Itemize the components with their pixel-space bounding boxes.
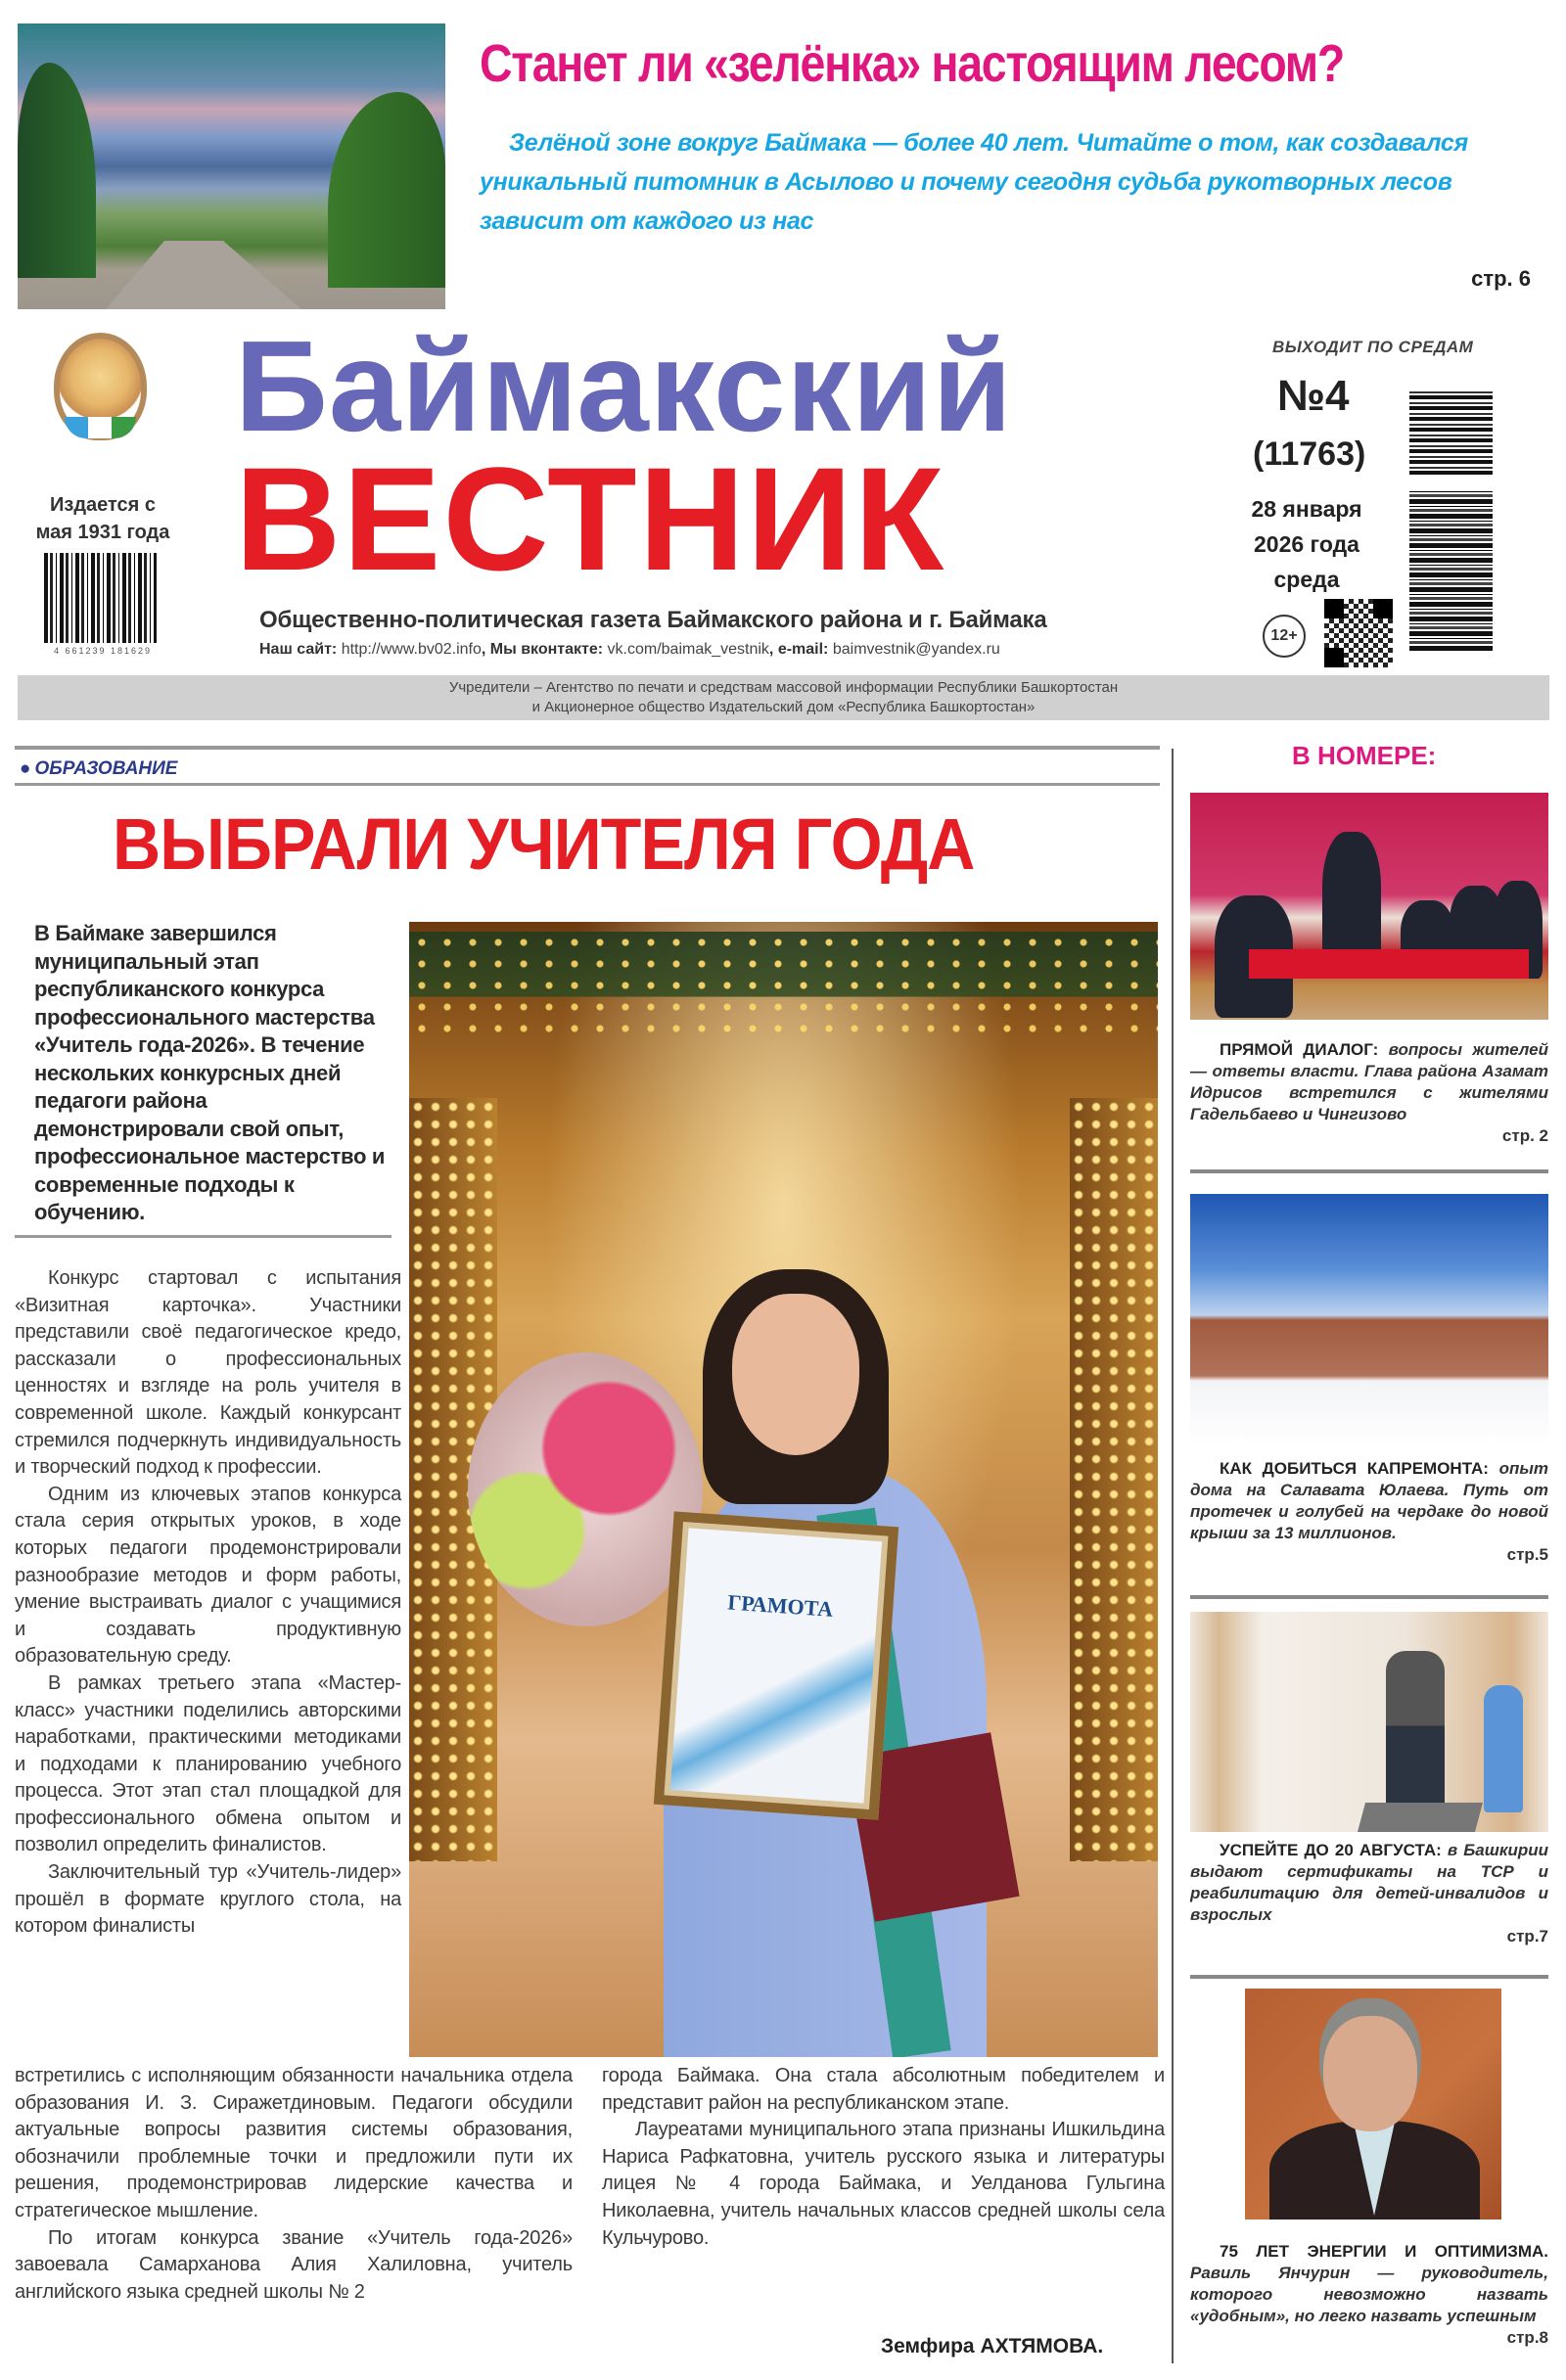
issue-date: [1243, 491, 1370, 597]
article-paragraph: Заключительный тур «Учитель-лидер» прошёл в формате круглого стола, на котором финалисты: [15, 1861, 401, 1938]
age-rating-badge: 12+: [1263, 615, 1306, 658]
masthead-title-line1: Баймакский: [235, 314, 1013, 458]
article-paragraph: города Баймака. Она стала абсолютным победителем и представит район на республиканском этапе.: [602, 2065, 1165, 2114]
email-label: e-mail:: [777, 641, 829, 658]
article-paragraph: Конкурс стартовал с испытания «Визитная карточка». Участники представили своё педагогическое кредо, рассказали о профессиональных ценностях и взгляде на роль учителя в современной школе. Каждый конкурсант стремился подчеркнуть индивидуальность и творческий подход к профессии.: [15, 1267, 401, 1479]
founders-line2: и Акционерное общество Издательский дом «Республика Башкортостан»: [531, 699, 1036, 715]
article-column-2: [15, 2063, 573, 2306]
issue-weekday: среда: [1273, 567, 1340, 592]
sidebar-text: в Башкирии выдают сертификаты на ТСР и реабилитацию для детей-инвалидов и взрослых: [1190, 1841, 1548, 1924]
article-headline[interactable]: ВЫБРАЛИ УЧИТЕЛЯ ГОДА: [113, 803, 975, 885]
divider: [1190, 1169, 1548, 1173]
diploma-frame: [654, 1511, 898, 1819]
sidebar-kicker: УСПЕЙТЕ ДО 20 АВГУСТА:: [1220, 1841, 1442, 1859]
masthead-title-line2: ВЕСТНИК: [235, 436, 946, 601]
article-rubric[interactable]: ● ОБРАЗОВАНИЕ: [20, 758, 177, 780]
bouquet-shape: [468, 1352, 703, 1626]
head-shape: [1323, 2016, 1417, 2131]
qr-code-icon[interactable]: [1324, 599, 1393, 667]
bashkortostan-emblem-icon: [54, 333, 147, 440]
road-shape: [106, 241, 301, 309]
email-link[interactable]: baimvestnik@yandex.ru: [832, 641, 1000, 658]
article-photo-teacher-of-year[interactable]: [409, 922, 1158, 2057]
person-shape: [1322, 832, 1381, 969]
sidebar-kicker: ПРЯМОЙ ДИАЛОГ:: [1220, 1040, 1379, 1059]
sidebar-text: Равиль Янчурин — руководитель, которого невозможно назвать «удобным», но легко назвать успешным: [1190, 2264, 1548, 2325]
sidebar-item-1[interactable]: [1190, 1039, 1548, 1147]
sidebar-text: вопросы жителей — ответы власти. Глава района Азамат Идрисов встретился с жителями Гадельбаево и Чингизово: [1190, 1040, 1548, 1123]
article-column-1: [15, 1265, 401, 1941]
sidebar-photo-apartment-building[interactable]: [1190, 1194, 1548, 1446]
vk-link[interactable]: vk.com/baimak_vestnik: [607, 641, 769, 658]
lights-shape: [1070, 1098, 1158, 1861]
masthead-subtitle: Общественно-политическая газета Баймакского района и г. Баймака: [259, 607, 1047, 633]
sidebar-page-ref[interactable]: стр.5: [1506, 1545, 1548, 1564]
issue-total-number: (11763): [1253, 435, 1366, 473]
sidebar-page-ref[interactable]: стр. 2: [1501, 1126, 1548, 1145]
in-issue-title: В НОМЕРЕ:: [1292, 741, 1437, 770]
founders-line1: Учредители – Агентство по печати и средствам массовой информации Республики Башкортостан: [448, 679, 1119, 696]
sidebar-photo-meeting[interactable]: [1190, 793, 1548, 1020]
issn-barcode-icon: [1409, 391, 1493, 475]
vk-label: Мы вконтакте:: [489, 641, 604, 658]
divider: [15, 1235, 392, 1238]
sidebar-page-ref[interactable]: стр.8: [1506, 2328, 1548, 2347]
tree-shape: [18, 63, 96, 278]
teaser-title[interactable]: Станет ли «зелёнка» настоящим лесом?: [480, 34, 1344, 93]
article-paragraph: По итогам конкурса звание «Учитель года-2026» завоевала Самарханова Алия Халиловна, учитель английского языка средней школы № 2: [15, 2226, 573, 2303]
sidebar-text: опыт дома на Салавата Юлаева. Путь от протечек и голубей на чердаке до новой крыши за 13 миллионов.: [1190, 1459, 1548, 1542]
article-paragraph: встретились с исполняющим обязанности начальника отдела образования И. З. Сиражетдиновым. Педагоги обсудили актуальные вопросы развития системы образования, обозначили проблемные точки и предложили пути их решения, продемонстрировав лидерские качества и стратегическое мышление.: [15, 2065, 573, 2221]
site-link[interactable]: http://www.bv02.info: [341, 641, 482, 658]
sidebar-kicker: 75 ЛЕТ ЭНЕРГИИ И ОПТИМИЗМА.: [1220, 2242, 1548, 2261]
issue-date-day: 28 января: [1251, 496, 1362, 522]
person-shape: [1386, 1651, 1445, 1817]
article-column-3: [602, 2063, 1165, 2252]
article-paragraph: Одним из ключевых этапов конкурса стала серия открытых уроков, в ходе которых педагоги продемонстрировали разнообразие методов и форм работы, умение выстраивать диалог с учащимися и создавать продуктивную образовательную среду.: [15, 1483, 401, 1668]
sidebar-item-3[interactable]: [1190, 1840, 1548, 1947]
issue-date-year: 2026 года: [1254, 531, 1359, 557]
sidebar-photo-portrait[interactable]: [1245, 1989, 1501, 2220]
teaser-photo-forest-road[interactable]: [18, 23, 445, 309]
divider: [1190, 1975, 1548, 1979]
site-label: Наш сайт:: [259, 641, 338, 658]
divider: [15, 783, 1160, 786]
masthead-contacts: Наш сайт: http://www.bv02.info, Мы вконтакте: vk.com/baimak_vestnik, e-mail: baimvestnik@yandex.ru: [259, 641, 1000, 658]
publication-schedule: ВЫХОДИТ ПО СРЕДАМ: [1272, 338, 1474, 356]
emblem-ribbon: [65, 417, 136, 438]
issue-number: №4: [1277, 372, 1350, 420]
sidebar-kicker: КАК ДОБИТЬСЯ КАПРЕМОНТА:: [1220, 1459, 1489, 1478]
column-divider: [1172, 749, 1174, 2363]
sidebar-item-4[interactable]: [1190, 2241, 1548, 2349]
table-shape: [1249, 949, 1529, 979]
garland-shape: [409, 932, 1158, 1039]
divider: [1190, 1595, 1548, 1599]
sidebar-page-ref[interactable]: стр.7: [1506, 1927, 1548, 1945]
treadmill-shape: [1358, 1803, 1483, 1832]
article-lead: В Баймаке завершился муниципальный этап республиканского конкурса профессионального мастерства «Учитель года-2026». В течение нескольких конкурсных дней педагоги района демонстрировали свой опыт, профессиональное мастерство и современные подходы к обучению.: [34, 921, 386, 1224]
tree-shape: [328, 92, 445, 288]
diploma-label: ГРАМОТА: [670, 1528, 882, 1803]
teaser-page-ref[interactable]: стр. 6: [1471, 266, 1531, 291]
sidebar-photo-rehabilitation[interactable]: [1190, 1612, 1548, 1832]
barcode-number: 4 661239 181629: [53, 646, 153, 656]
divider: [15, 746, 1160, 750]
article-paragraph: Лауреатами муниципального этапа признаны Ишкильдина Нариса Рафкатовна, учитель русского языка и литературы лицея № 4 города Баймака, и Уелданова Гульгина Николаевна, учитель начальных классов средней школы села Кульчурово.: [602, 2119, 1165, 2249]
person-shape: [1484, 1685, 1523, 1812]
founders-bar: [18, 675, 1549, 720]
face-shape: [732, 1294, 859, 1455]
teaser-text: Зелёной зоне вокруг Баймака — более 40 лет. Читайте о том, как создавался уникальный питомник в Асылово и почему сегодня судьба рукотворных лесов зависит от каждого из нас: [480, 129, 1468, 235]
barcode-icon: [44, 553, 157, 643]
sidebar-item-2[interactable]: [1190, 1458, 1548, 1566]
published-since: Издается с мая 1931 года: [35, 494, 170, 543]
article-byline: Земфира АХТЯМОВА.: [881, 2335, 1104, 2357]
article-paragraph: В рамках третьего этапа «Мастер-класс» участники поделились авторскими наработками, практическими методиками и подходами к планированию учебного процесса. Этот этап стал площадкой для профессионального обмена опытом и позволил определить финалистов.: [15, 1671, 401, 1856]
issn-barcode-icon: [1409, 489, 1493, 651]
